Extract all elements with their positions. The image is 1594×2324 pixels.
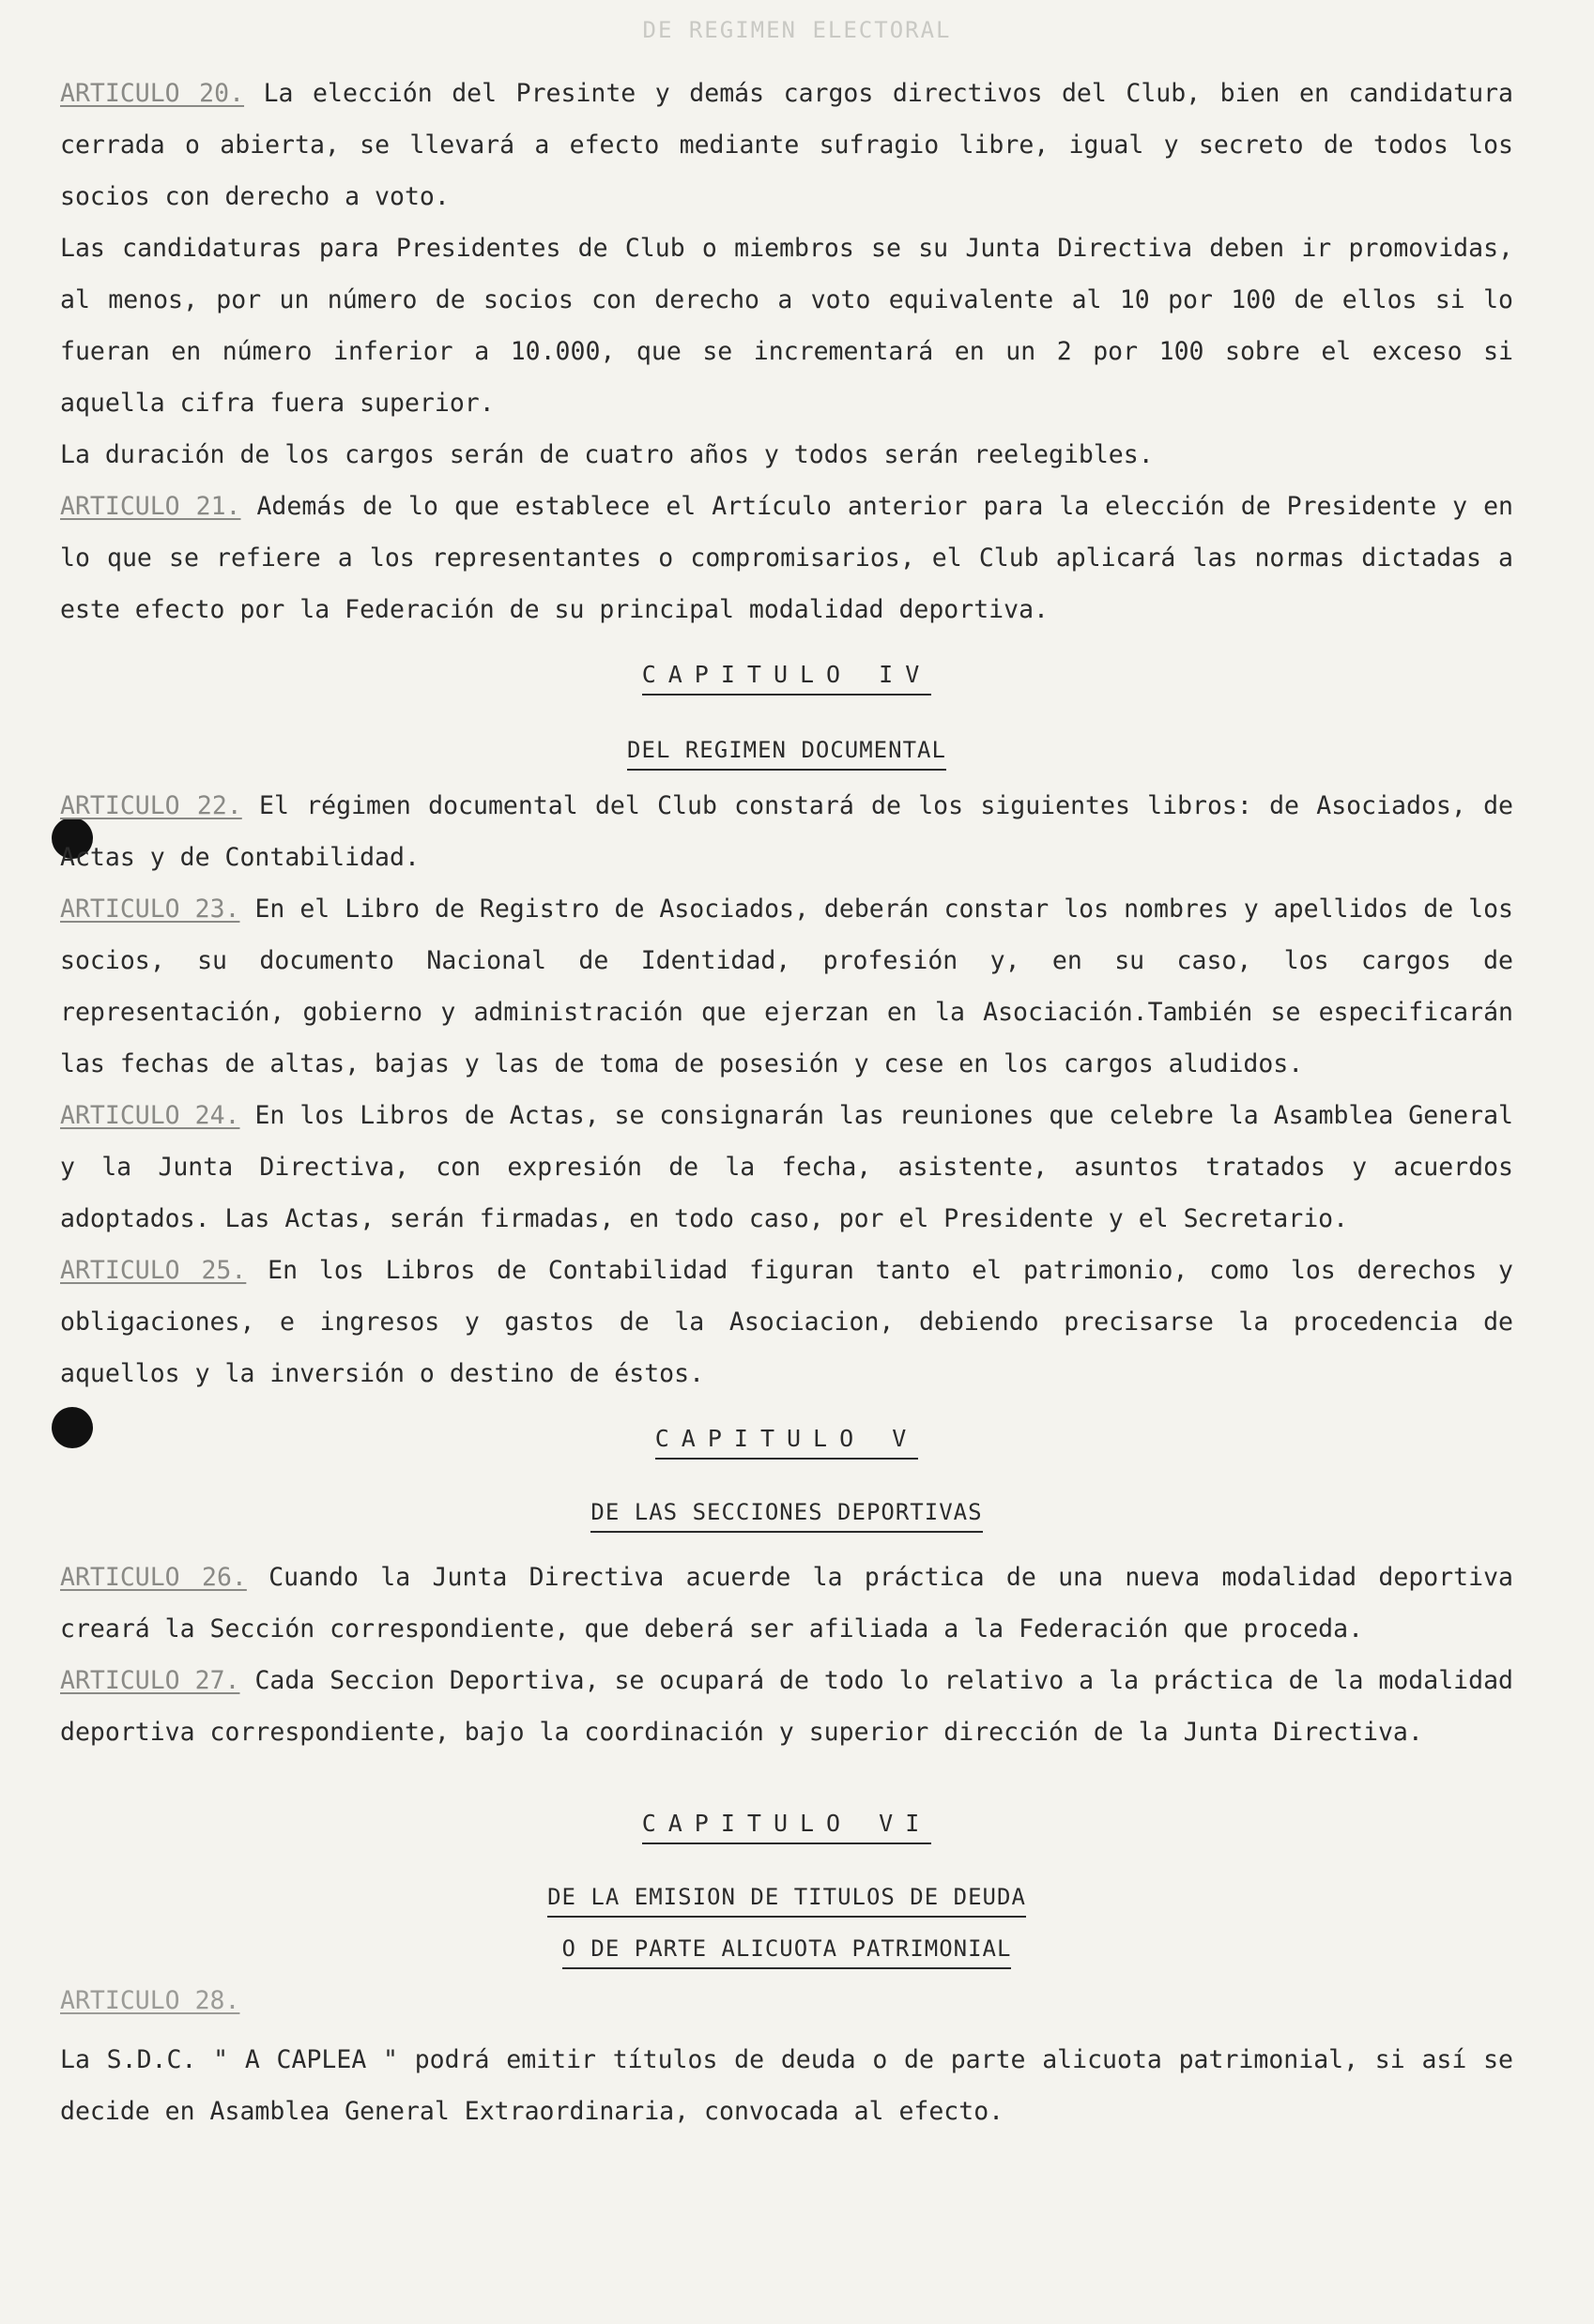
faded-header: DE REGIMEN ELECTORAL xyxy=(642,17,952,43)
article-label: ARTICULO 28. xyxy=(60,1986,240,2015)
section-title: O DE PARTE ALICUOTA PATRIMONIAL xyxy=(562,1935,1012,1969)
article-text: En los Libros de Actas, se consignarán las reuniones que celebre la Asamblea General y la Junta Directiva, con expresión de la fecha, asistente, asuntos tratados y acuerdos adoptados. Las Actas, serán firmadas, en todo caso, por el Presidente y el Secretario. xyxy=(60,1101,1513,1233)
article-23 xyxy=(60,883,1513,1090)
chapter-6-subtitle-line2 xyxy=(60,1923,1513,1975)
chapter-4-heading xyxy=(60,649,1513,700)
chapter-title: CAPITULO V xyxy=(655,1425,919,1460)
chapter-5-heading xyxy=(60,1413,1513,1464)
article-label: ARTICULO 22. xyxy=(60,791,242,820)
chapter-title: CAPITULO IV xyxy=(642,661,932,696)
article-text: La S.D.C. " A CAPLEA " podrá emitir títulos de deuda o de parte alicuota patrimonial, si así se decide en Asamblea General Extraordinaria, convocada al efecto. xyxy=(60,2045,1513,2126)
article-label: ARTICULO 26. xyxy=(60,1563,247,1592)
article-label: ARTICULO 25. xyxy=(60,1256,247,1285)
article-text: Además de lo que establece el Artículo anterior para la elección de Presidente y en lo que se refiere a los representantes o compromisarios, el Club aplicará las normas dictadas a este efecto por la Federación de su principal modalidad deportiva. xyxy=(60,492,1513,624)
article-28-label-line xyxy=(60,1975,1513,2026)
paragraph-candidaturas: Las candidaturas para Presidentes de Club o miembros se su Junta Directiva deben ir promovidas, al menos, por un número de socios con derecho a voto equivalente al 10 por 100 de ellos si lo fueran en número inferior a 10.000, que se incrementará en un 2 por 100 sobre el exceso si aquella cifra fuera superior. xyxy=(60,234,1513,418)
section-title: DE LAS SECCIONES DEPORTIVAS xyxy=(590,1499,982,1533)
paragraph-duracion: La duración de los cargos serán de cuatro años y todos serán reelegibles. xyxy=(60,440,1154,469)
article-20 xyxy=(60,68,1513,222)
article-text: Cada Seccion Deportiva, se ocupará de todo lo relativo a la práctica de la modalidad deportiva correspondiente, bajo la coordinación y superior dirección de la Junta Directiva. xyxy=(60,1666,1513,1747)
article-27 xyxy=(60,1655,1513,1758)
article-label: ARTICULO 27. xyxy=(60,1666,240,1695)
spacer xyxy=(60,1758,1513,1784)
article-21 xyxy=(60,481,1513,635)
article-text: En el Libro de Registro de Asociados, deberán constar los nombres y apellidos de los socios, su documento Nacional de Identidad, profesión y, en su caso, los cargos de representación, gobierno y administración que ejerzan en la Asociación.También se especificarán las fechas de altas, bajas y las de toma de posesión y cese en los cargos aludidos. xyxy=(60,894,1513,1078)
article-28 xyxy=(60,2034,1513,2137)
chapter-title: CAPITULO VI xyxy=(642,1810,932,1844)
section-title: DE LA EMISION DE TITULOS DE DEUDA xyxy=(547,1884,1026,1918)
article-26 xyxy=(60,1552,1513,1655)
article-24 xyxy=(60,1090,1513,1245)
article-label: ARTICULO 24. xyxy=(60,1101,240,1130)
article-text: En los Libros de Contabilidad figuran tanto el patrimonio, como los derechos y obligaciones, e ingresos y gastos de la Asociacion, debiendo precisarse la procedencia de aquellos y la inversión o destino de éstos. xyxy=(60,1256,1513,1388)
section-title: DEL REGIMEN DOCUMENTAL xyxy=(627,737,946,771)
article-text: La elección del Presinte y demás cargos directivos del Club, bien en candidatura cerrada o abierta, se llevará a efecto mediante sufragio libre, igual y secreto de todos los socios con derecho a voto. xyxy=(60,79,1513,211)
chapter-5-subtitle xyxy=(60,1487,1513,1538)
article-22 xyxy=(60,780,1513,883)
document-body xyxy=(60,68,1513,2137)
article-text: El régimen documental del Club constará de los siguientes libros: de Asociados, de Actas y de Contabilidad. xyxy=(60,791,1513,872)
chapter-4-subtitle xyxy=(60,725,1513,776)
chapter-6-heading xyxy=(60,1797,1513,1849)
article-label: ARTICULO 20. xyxy=(60,79,245,108)
chapter-6-subtitle-line1 xyxy=(60,1872,1513,1923)
article-label: ARTICULO 23. xyxy=(60,894,240,924)
article-label: ARTICULO 21. xyxy=(60,492,241,521)
article-text: Cuando la Junta Directiva acuerde la práctica de una nueva modalidad deportiva creará la Sección correspondiente, que deberá ser afiliada a la Federación que proceda. xyxy=(60,1563,1513,1644)
article-25 xyxy=(60,1245,1513,1399)
